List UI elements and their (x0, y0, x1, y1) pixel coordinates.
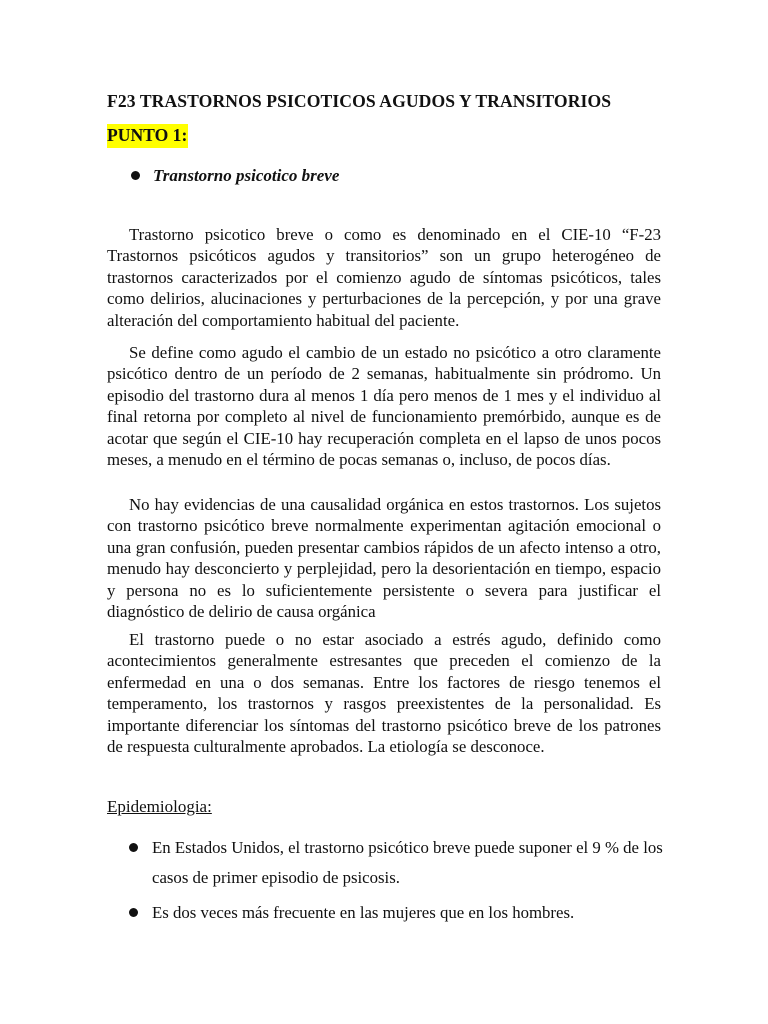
section-label-highlighted: PUNTO 1: (107, 124, 188, 148)
list-item-text: En Estados Unidos, el trastorno psicótico breve puede suponer el 9 % de los casos de primer episodio de psicosis. (152, 838, 663, 887)
paragraph-4: El trastorno puede o no estar asociado a estrés agudo, definido como acontecimientos generalmente estresantes que preceden el comienzo de la enfermedad en una o dos semanas. Entre los factores de riesgo tenemos el temperamento, los trastornos y rasgos preexistentes de la personalidad. Es importante diferenciar los síntomas del trastorno psicótico breve de los patrones de respuesta culturalmente aprobados. La etiología se desconoce. (107, 630, 661, 757)
paragraph-2: Se define como agudo el cambio de un estado no psicótico a otro claramente psicótico dentro de un período de 2 semanas, habitualmente sin pródromo. Un episodio del trastorno dura al menos 1 día pero menos de 1 mes y el individuo al final retorna por completo al nivel de funcionamiento premórbido, aunque es de acotar que según el CIE-10 hay recuperación completa en el lapso de unos pocos meses, a menudo en el término de pocas semanas o, incluso, de pocos días. (107, 343, 661, 470)
paragraph-3: No hay evidencias de una causalidad orgánica en estos trastornos. Los sujetos con trastorno psicótico breve normalmente experimentan agitación emocional o una gran confusión, pueden presentar cambios rápidos de un afecto intenso a otro, menudo hay desconcierto y perplejidad, pero la desorientación en tiempo, espacio y persona no es lo suficientemente persistente o severa para justificar el diagnóstico de delirio de causa orgánica (107, 495, 661, 622)
bullet-icon (131, 171, 140, 180)
list-item-text: Es dos veces más frecuente en las mujeres que en los hombres. (152, 903, 575, 922)
bullet-icon (129, 843, 138, 852)
epidemiology-heading: Epidemiologia: (107, 797, 212, 816)
paragraph-1: Trastorno psicotico breve o como es denominado en el CIE-10 “F-23 Trastornos psicóticos agudos y transitorios” son un grupo heterogéneo de trastornos caracterizados por el comienzo agudo de síntomas psicóticos, tales como delirios, alucinaciones y perturbaciones de la percepción, y por una grave alteración del comportamiento habitual del paciente. (107, 225, 661, 330)
list-item (129, 898, 669, 928)
subheading-bullet-item (131, 166, 339, 186)
bullet-icon (129, 908, 138, 917)
epidemiology-list (129, 833, 669, 928)
subheading-text: Transtorno psicotico breve (153, 166, 340, 185)
document-title: F23 TRASTORNOS PSICOTICOS AGUDOS Y TRANSITORIOS (107, 91, 612, 111)
list-item (129, 833, 669, 892)
